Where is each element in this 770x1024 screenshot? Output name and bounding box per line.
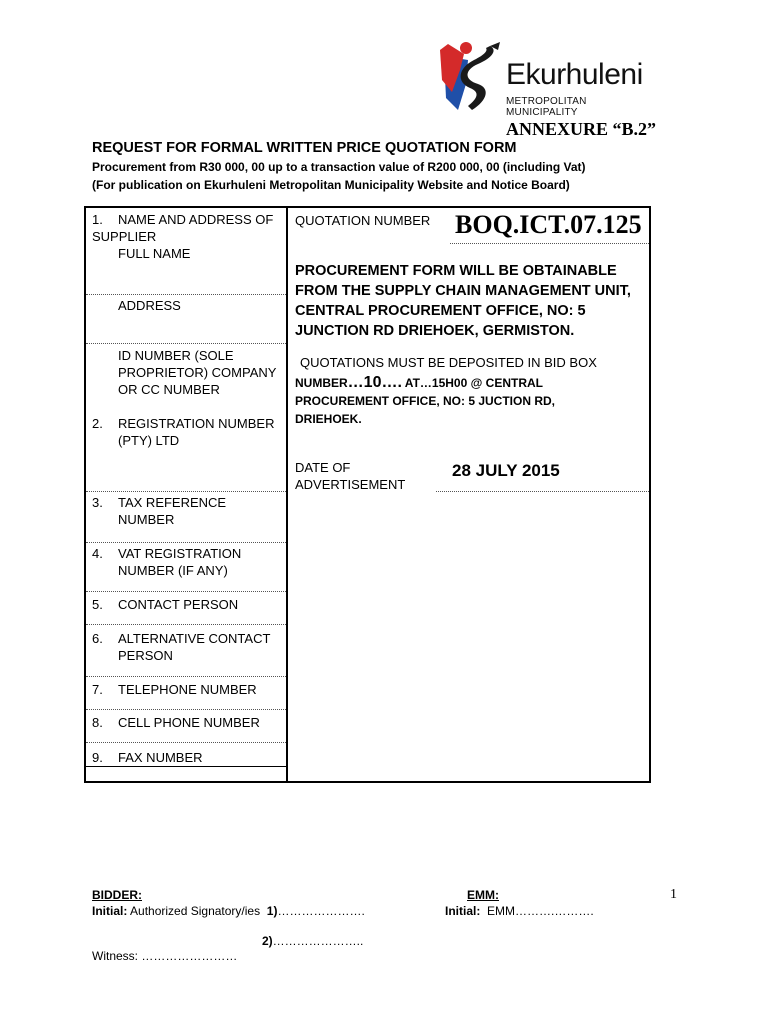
row-rule [86, 343, 286, 344]
form-subtitle-2: (For publication on Ekurhuleni Metropolitan Municipality Website and Notice Board) [92, 178, 570, 192]
bid-box-number-label: NUMBER [295, 376, 348, 390]
second-signature-line: 2)………………….. [262, 934, 364, 948]
procurement-notice: PROCUREMENT FORM WILL BE OBTAINABLE FROM THE SUPPLY CHAIN MANAGEMENT UNIT, CENTRAL PROCUREMENT OFFICE, NO: 5 JUNCTION RD DRIEHOEK, GERMISTON. [295, 263, 631, 339]
supplier-label: SUPPLIER [92, 229, 157, 244]
telephone-label: TELEPHONE NUMBER [118, 682, 257, 697]
row-rule [86, 624, 286, 625]
vat-registration-label-1: VAT REGISTRATION [118, 546, 242, 561]
advertisement-date: 28 JULY 2015 [452, 461, 560, 480]
deposit-notice [295, 374, 595, 428]
row-rule [86, 709, 286, 710]
form-subtitle-1: Procurement from R30 000, 00 up to a transaction value of R200 000, 00 (including Vat) [92, 160, 586, 174]
bidder-signature-line: Initial: Authorized Signatory/ies 1)…………………. [92, 904, 365, 918]
row-rule [86, 591, 286, 592]
deposit-notice-line1: QUOTATIONS MUST BE DEPOSITED IN BID BOX [300, 355, 597, 370]
item-1-number: 1. [92, 212, 103, 227]
witness-line: Witness: …………………… [92, 949, 238, 963]
form-title: REQUEST FOR FORMAL WRITTEN PRICE QUOTATION FORM [92, 140, 517, 156]
date-label-2: ADVERTISEMENT [295, 477, 406, 492]
item-6-number: 6. [92, 631, 103, 646]
item-3-number: 3. [92, 495, 103, 510]
column-divider [286, 206, 288, 783]
logo-emblem-icon [438, 40, 504, 115]
quotation-number-label: QUOTATION NUMBER [295, 213, 431, 228]
id-number-label-3: OR CC NUMBER [118, 382, 220, 397]
ekurhuleni-logo [438, 40, 648, 118]
row-rule [86, 491, 286, 492]
annexure-label: ANNEXURE “B.2” [506, 119, 657, 139]
registration-label-2: (PTY) LTD [118, 433, 180, 448]
alternative-contact-label-1: ALTERNATIVE CONTACT [118, 631, 271, 646]
item-4-number: 4. [92, 546, 103, 561]
tax-reference-label-2: NUMBER [118, 512, 175, 527]
logo-name: Ekurhuleni [506, 58, 643, 91]
item-9-number: 9. [92, 750, 103, 765]
emm-initial-line: Initial: EMM……….………. [445, 904, 594, 918]
date-rule [436, 491, 649, 492]
name-address-label: NAME AND ADDRESS OF [118, 212, 274, 227]
row-rule [86, 294, 286, 295]
fax-label: FAX NUMBER [118, 750, 203, 765]
logo-subtitle: METROPOLITAN MUNICIPALITY [506, 96, 587, 118]
id-number-label-1: ID NUMBER (SOLE [118, 348, 234, 363]
bid-box-number: …10…. [347, 374, 402, 391]
row-rule [86, 766, 286, 767]
full-name-label: FULL NAME [118, 246, 191, 261]
quotation-number-rule [450, 243, 649, 244]
item-7-number: 7. [92, 682, 103, 697]
address-label: ADDRESS [118, 298, 181, 313]
vat-registration-label-2: NUMBER (IF ANY) [118, 563, 228, 578]
deposit-details: AT…15H00 @ CENTRAL PROCUREMENT OFFICE, NO: 5 JUCTION RD, DRIEHOEK. [295, 376, 556, 426]
alternative-contact-label-2: PERSON [118, 648, 173, 663]
id-number-label-2: PROPRIETOR) COMPANY [118, 365, 277, 380]
item-5-number: 5. [92, 597, 103, 612]
cell-phone-label: CELL PHONE NUMBER [118, 715, 260, 730]
row-rule [86, 542, 286, 543]
date-label-1: DATE OF [295, 460, 351, 475]
tax-reference-label-1: TAX REFERENCE [118, 495, 227, 510]
row-rule [86, 676, 286, 677]
item-8-number: 8. [92, 715, 103, 730]
registration-label-1: REGISTRATION NUMBER [118, 416, 275, 431]
page-number: 1 [670, 887, 677, 902]
item-2-number: 2. [92, 416, 103, 431]
contact-person-label: CONTACT PERSON [118, 597, 239, 612]
quotation-number-value: BOQ.ICT.07.125 [455, 210, 642, 239]
bidder-label: BIDDER: [92, 888, 142, 902]
row-rule [86, 742, 286, 743]
emm-label: EMM: [467, 888, 499, 902]
